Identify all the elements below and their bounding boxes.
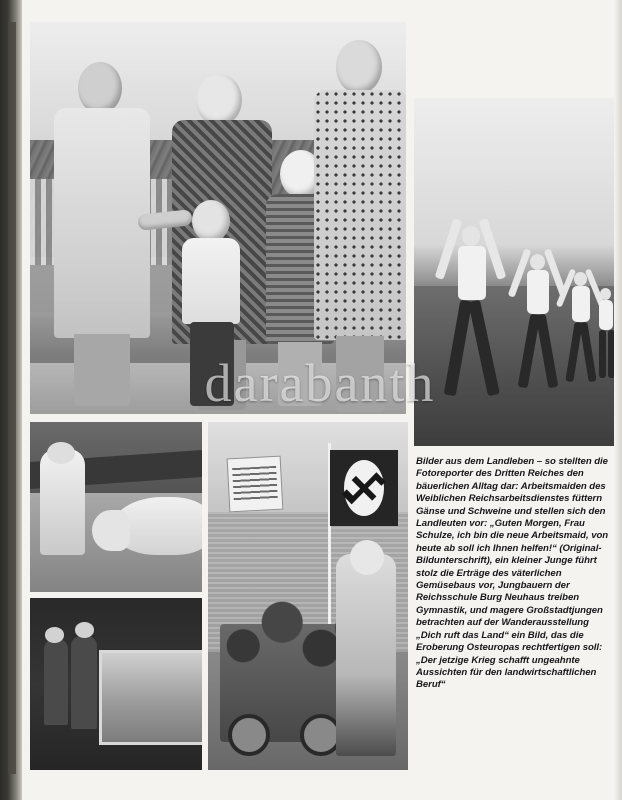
figure-leg-right [536,314,559,389]
figure-head [574,272,587,286]
figure-legs [190,322,234,406]
figure-head [78,62,122,114]
photo-boy-with-decorated-cart [208,422,408,770]
figure-small-boy [176,200,246,412]
figure-head [45,627,64,642]
figure-head [336,40,382,94]
figure-torso [572,286,590,322]
swastika-flag [330,450,398,527]
figure-boy [336,554,396,756]
figure-head [600,288,611,300]
photo-women-greeting [30,22,406,414]
sign-text-lines [232,466,277,502]
figure-torso [527,270,549,314]
figure-body [182,238,240,324]
gym-figure-front [436,218,506,408]
figure-body [314,90,406,340]
photo-gymnastics [414,98,614,446]
swastika-stroke [342,490,356,504]
book-gutter [0,0,22,800]
figure-torso [599,300,613,330]
figure-legs [336,336,384,412]
book-binding-shadow [8,22,16,774]
figure-labour-maid-left [48,62,158,412]
figure-head [350,540,384,575]
photo-woman-with-pig [30,422,202,592]
figure-head [462,226,480,246]
swastika-stroke [372,472,386,486]
figure-torso [458,246,486,300]
figure-head [192,200,230,242]
handwritten-sign [227,455,284,512]
figure-head [530,254,545,270]
gym-figure-second [510,248,564,398]
figure-farm-woman [40,449,85,554]
figure-child-left [44,639,68,725]
figure-head [196,74,242,126]
figure-leg-left [599,330,606,378]
flag-white-disc [344,460,385,517]
figure-head [75,622,94,637]
figure-leg-left [444,300,472,397]
figure-body [54,108,150,338]
watermark-text: darabanth [204,353,436,413]
photo-children-at-exhibition [30,598,202,770]
figure-leg-right [468,300,500,396]
display-case [99,650,202,745]
figure-child-right [71,636,97,729]
figure-legs [74,334,130,406]
pig-head [92,510,130,551]
page-sheet [22,0,622,800]
swastika-symbol [340,464,388,512]
cart-wheel-left [228,714,270,756]
gym-figure-fourth [592,284,614,382]
page-edge-shadow [614,0,622,800]
figure-labour-maid-right [314,40,406,414]
photo-caption: Bilder aus dem Landleben – so stellten die Fotoreporter des Dritten Reiches den bäuerlichen Alltag dar: Arbeitsmaiden des Weiblichen Reichsarbeitsdienstes füttern Gänse und Schweine und stellen sich den Landleuten vor: „Guten Morgen, Frau Schulze, ich bin die neue Arbeitsmaid, von heute ab soll ich Ihnen helfen!“ (Original-Bildunterschrift), ein kleiner Junge führt stolz die Erträge des väterlichen Gemüsebaus vor, Jungbauern der Reichsschule Burg Neuhaus treiben Gymnastik, und magere Großstadtjungen betrachten auf der Wanderausstellung „Dich ruft das Land“ ein Bild, das die Eroberung Osteuropas rechtfertigen soll: „Der jetzige Krieg schafft ungeahnte Aussichten für den landwirtschaftlichen Beruf“ [416,456,611,691]
